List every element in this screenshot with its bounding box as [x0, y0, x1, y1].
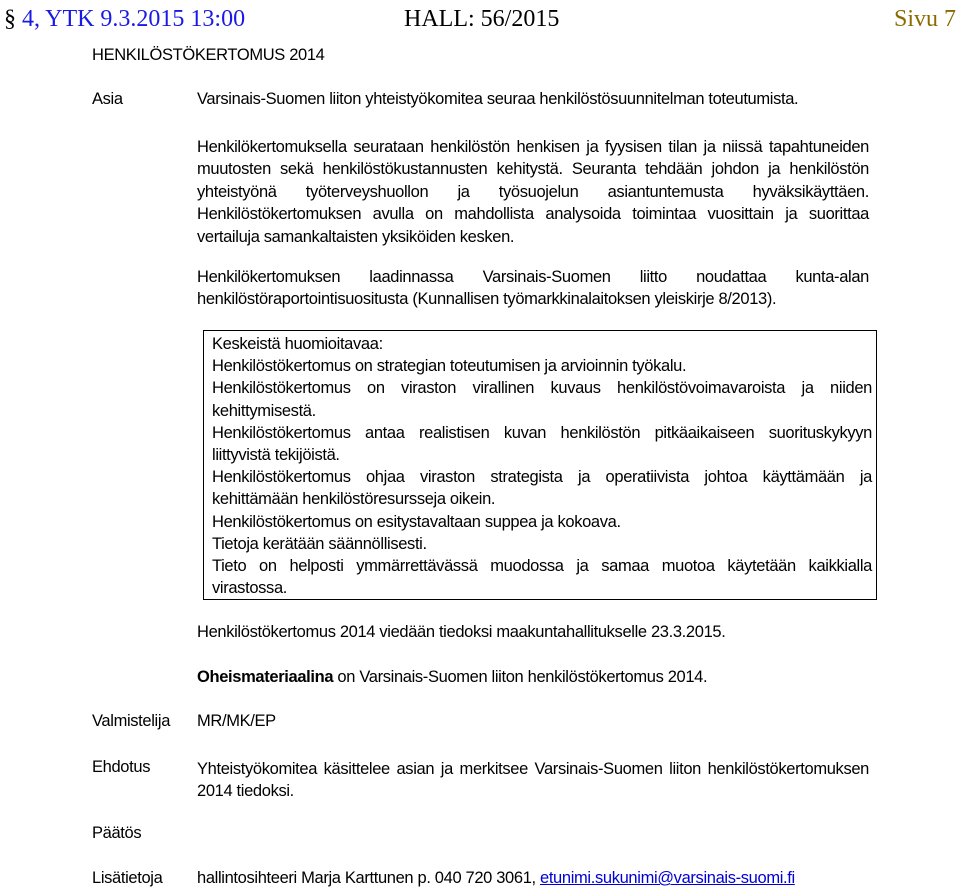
label-lisatietoja: Lisätietoja [92, 869, 163, 887]
key-point-item: Henkilöstökertomus on viraston virallinen kuvaus henkilöstövoimavaroista ja niiden kehittymisestä. [212, 379, 872, 420]
key-point-item: Henkilöstökertomus antaa realistisen kuvan henkilöstön pitkäaikaiseen suorituskykyyn liittyvistä tekijöistä. [212, 423, 872, 465]
label-ehdotus: Ehdotus [92, 758, 151, 776]
document-title: HENKILÖSTÖKERTOMUS 2014 [92, 46, 325, 64]
paragraph-text: Yhteistyökomitea käsittelee asian ja merkitsee Varsinais-Suomen liiton henkilöstökertomuksen 2014 tiedoksi. [197, 760, 869, 801]
lisatietoja-value [197, 869, 869, 888]
key-point-item: Henkilöstökertomus on strategian toteutumisen ja arvioinnin työkalu. [212, 357, 687, 376]
label-asia: Asia [92, 90, 123, 108]
key-point-item: Tietoja kerätään säännöllisesti. [212, 534, 427, 553]
key-points-box [203, 330, 877, 600]
label-paatos: Päätös [92, 824, 142, 842]
key-point-item: Henkilöstökertomus on esitystavaltaan suppea ja kokoava. [212, 512, 621, 531]
valmistelija-value: MR/MK/EP [197, 712, 276, 730]
page-header [0, 4, 960, 38]
attachment-text: on Varsinais-Suomen liiton henkilöstökertomus 2014. [333, 668, 708, 686]
key-point-item: Henkilöstökertomus ohjaa viraston strategista ja operatiivista johtoa käyttämään ja kehittämään henkilöstöresursseja oikein. [212, 468, 872, 509]
asia-intro: Varsinais-Suomen liiton yhteistyökomitea seuraa henkilöstösuunnitelman toteutumista. [197, 90, 799, 108]
meeting-date: 4, YTK 9.3.2015 13:00 [22, 6, 246, 32]
paragraph-text: Henkilökertomuksen laadinnassa Varsinais-Suomen liitto noudattaa kunta-alan henkilöstöraportointisuositusta (Kunnallisen työmarkkinalaitoksen yleiskirje 8/2013). [197, 268, 869, 309]
info-line: Henkilöstökertomus 2014 viedään tiedoksi maakuntahallitukselle 23.3.2015. [197, 623, 726, 641]
attachment-label: Oheismateriaalina [197, 668, 334, 686]
paragraph-text: Henkilökertomuksella seurataan henkilöstön henkisen ja fyysisen tilan ja niissä tapahtuneiden muutosten sekä henkilöstökustannusten kehitystä. Seuranta tehdään johdon ja henkilöstön yhteistyönä työterveyshuollon ja työsuojelun asiantuntemusta hyväksikäyttäen. Henkilöstökertomuksen avulla on mahdollista analysoida toimintaa vuosittain ja suorittaa vertailuja samankaltaisten yksiköiden kesken. [197, 138, 869, 246]
asia-paragraph-1 [197, 136, 869, 248]
key-point-item: Tieto on helposti ymmärrettävässä muodossa ja samaa muotoa käytetään kaikkialla virastossa. [212, 557, 872, 598]
page-number: Sivu 7 [893, 6, 956, 32]
asia-paragraph-2 [197, 266, 869, 311]
contact-email-link[interactable]: etunimi.sukunimi@varsinais-suomi.fi [540, 869, 795, 887]
key-points-heading: Keskeistä huomioitavaa: [212, 335, 383, 353]
section-sign: § [4, 6, 16, 32]
key-points-content [212, 333, 872, 599]
hall-number: HALL: 56/2015 [404, 6, 560, 32]
meeting-reference [4, 4, 245, 34]
label-valmistelija: Valmistelija [92, 712, 171, 730]
ehdotus-text [197, 758, 869, 803]
attachment-line [197, 668, 869, 687]
contact-text: hallintosihteeri Marja Karttunen p. 040 720 3061, [197, 869, 540, 887]
